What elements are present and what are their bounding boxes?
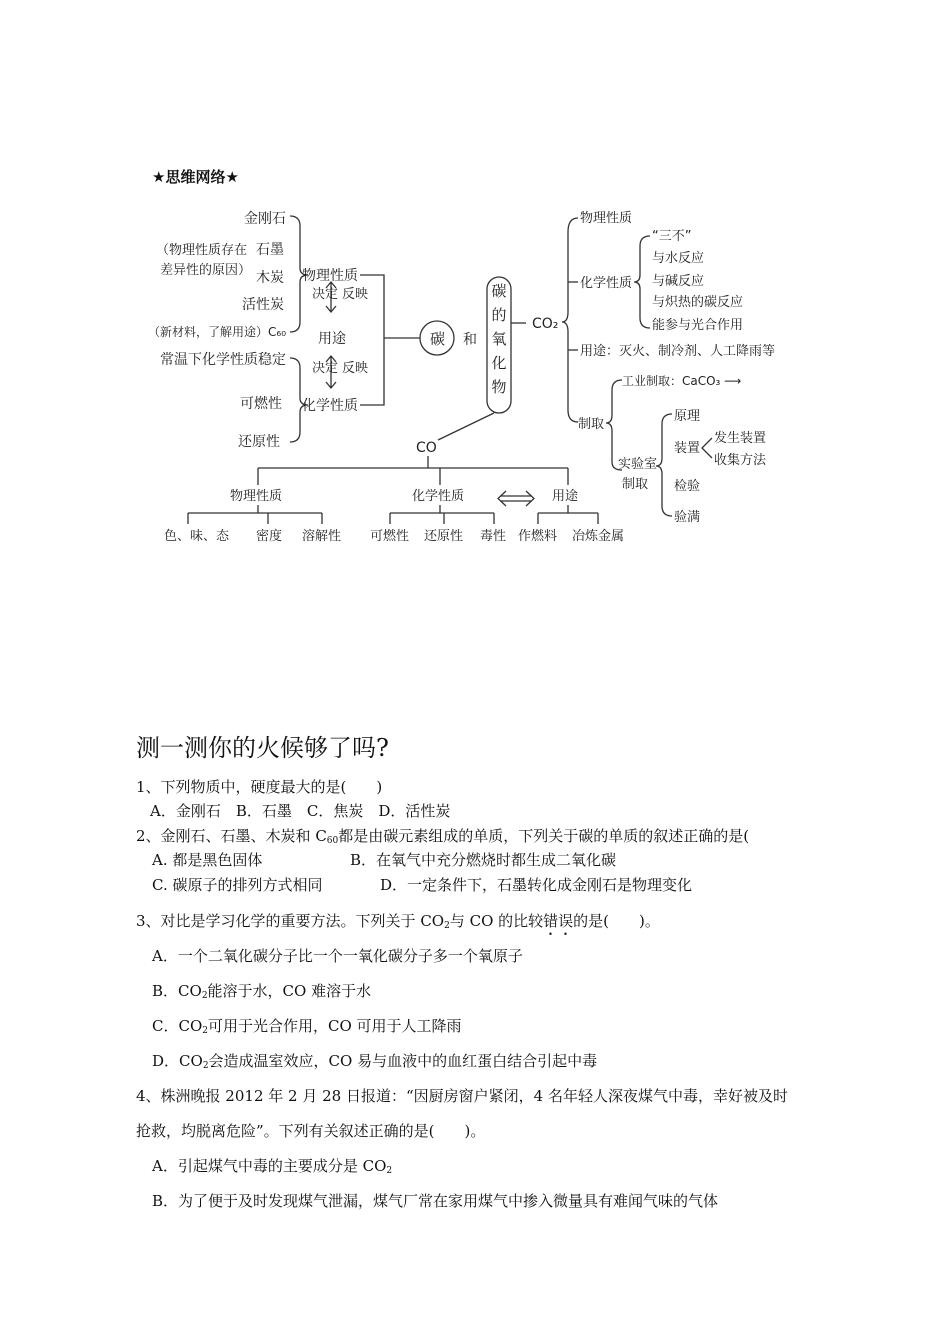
q3-stem-b: 与 CO 的比较 xyxy=(449,912,544,930)
co2-physical-properties: 物理性质 xyxy=(580,211,633,226)
co-use-item-1: 作燃料 xyxy=(518,529,558,544)
carbon-mind-map xyxy=(0,0,950,560)
q3-sub: 2 xyxy=(444,921,450,931)
mindmap-title: ★思维网络★ xyxy=(152,168,239,186)
co-chem-item-2: 还原性 xyxy=(424,529,464,544)
q2-option-a: A. 都是黑色固体 xyxy=(152,851,263,869)
co-phys-item-2: 密度 xyxy=(256,529,283,544)
q3-option-c-post: 可用于光合作用，CO 可用于人工降雨 xyxy=(208,1017,462,1035)
label-reducing: 还原性 xyxy=(238,434,280,450)
co2-chem-item-1: “三不” xyxy=(652,229,692,244)
q3-stem xyxy=(136,910,660,939)
q1-stem: 1、下列物质中，硬度最大的是( ) xyxy=(136,778,383,796)
label-note1-line1: （物理性质存在 xyxy=(156,243,248,258)
q3-option-b-sub: 2 xyxy=(201,991,208,1001)
q2-stem-sub: 60 xyxy=(326,836,339,846)
co2-chem-item-2: 与水反应 xyxy=(652,251,705,266)
q3-option-b xyxy=(152,980,371,1001)
q2-stem-a: 2、金刚石、石墨、木炭和 C xyxy=(136,827,327,845)
q3-option-c-sub: 2 xyxy=(202,1026,208,1036)
label-combustible: 可燃性 xyxy=(240,396,282,412)
label-chemical-properties: 化学性质 xyxy=(302,398,358,414)
label-graphite: 石墨 xyxy=(256,242,284,258)
label-carbon: 碳 xyxy=(430,330,446,348)
q1-options: A．金刚石 B．石墨 C．焦炭 D．活性炭 xyxy=(150,802,451,820)
q3-option-b-pre: B．CO xyxy=(152,982,202,1000)
co-use: 用途 xyxy=(552,489,579,504)
label-reflects-1: 反映 xyxy=(342,287,369,302)
q3-stem-emphasis: 错误 xyxy=(543,912,574,930)
label-determines-2: 决定 xyxy=(312,361,339,376)
co2-full-check: 验满 xyxy=(674,510,701,525)
co2-principle: 原理 xyxy=(674,409,701,424)
label-physical-properties: 物理性质 xyxy=(302,268,358,284)
oxides-char: 化 xyxy=(491,354,507,372)
co2-chemical-properties: 化学性质 xyxy=(580,276,633,291)
label-reflects-2: 反映 xyxy=(342,361,369,376)
co2-chem-item-4: 与炽热的碳反应 xyxy=(652,295,744,310)
co-chem-item-1: 可燃性 xyxy=(370,529,410,544)
co2-industrial: 工业制取：CaCO₃ ⟶ xyxy=(622,374,742,388)
q3-stem-a: 3、对比是学习化学的重要方法。下列关于 CO xyxy=(136,912,445,930)
label-diamond: 金刚石 xyxy=(244,211,286,227)
label-co: CO xyxy=(416,440,437,456)
q4-option-a-sub: 2 xyxy=(386,1166,393,1176)
q2-option-b: B．在氧气中充分燃烧时都生成二氧化碳 xyxy=(350,851,617,869)
co2-lab-1: 实验室 xyxy=(618,457,658,472)
q3-option-d-sub: 2 xyxy=(202,1061,209,1071)
label-and: 和 xyxy=(463,332,477,348)
co-phys-item-3: 溶解性 xyxy=(302,529,342,544)
label-determines-1: 决定 xyxy=(312,287,339,302)
co-chemical-properties: 化学性质 xyxy=(412,489,465,504)
q3-option-c xyxy=(152,1015,462,1036)
label-co2: CO₂ xyxy=(532,316,559,332)
co2-generator: 发生装置 xyxy=(714,431,767,446)
co-physical-properties: 物理性质 xyxy=(230,489,283,504)
oxides-char: 的 xyxy=(491,306,507,324)
q3-option-d-post: 会造成温室效应，CO 易与血液中的血红蛋白结合引起中毒 xyxy=(208,1052,598,1070)
q4-option-a xyxy=(152,1155,392,1176)
q3-option-d xyxy=(152,1050,597,1071)
label-use: 用途 xyxy=(318,331,346,347)
co2-uses: 用途：灭火、制冷剂、人工降雨等 xyxy=(580,344,776,359)
co2-collection: 收集方法 xyxy=(714,453,767,468)
co2-chem-item-5: 能参与光合作用 xyxy=(652,318,744,333)
q2-option-d: D．一定条件下，石墨转化成金刚石是物理变化 xyxy=(380,876,693,894)
oxides-char: 物 xyxy=(491,378,507,396)
label-activated-carbon: 活性炭 xyxy=(242,297,284,313)
co-use-item-2: 冶炼金属 xyxy=(572,529,625,544)
q4-line-1: 4、株洲晚报 2012 年 2 月 28 日报道：“因厨房窗户紧闭，4 名年轻人深夜煤气中毒，幸好被及时 xyxy=(136,1087,788,1105)
q3-stem-c: 的是( )。 xyxy=(573,912,660,930)
q2-option-c: C. 碳原子的排列方式相同 xyxy=(152,876,323,894)
co2-lab-2: 制取 xyxy=(622,477,649,492)
label-charcoal: 木炭 xyxy=(256,270,284,286)
label-note1-line2: 差异性的原因） xyxy=(160,263,252,278)
co-chem-item-3: 毒性 xyxy=(480,529,507,544)
q3-option-a: A．一个二氧化碳分子比一个一氧化碳分子多一个氧原子 xyxy=(152,947,523,965)
q2-stem xyxy=(136,825,749,846)
q4-line-2: 抢救，均脱离危险”。下列有关叙述正确的是( )。 xyxy=(136,1122,486,1140)
co2-production: 制取 xyxy=(578,417,605,432)
label-carbon-oxides xyxy=(491,282,506,396)
q3-option-c-pre: C．CO xyxy=(152,1017,203,1035)
oxides-char: 碳 xyxy=(491,282,507,300)
co2-test: 检验 xyxy=(674,479,701,494)
q3-option-b-post: 能溶于水，CO 难溶于水 xyxy=(207,982,372,1000)
q4-option-b: B．为了便于及时发现煤气泄漏，煤气厂常在家用煤气中掺入微量具有难闻气味的气体 xyxy=(152,1192,719,1210)
q4-option-a-text: A．引起煤气中毒的主要成分是 CO xyxy=(152,1157,387,1175)
q3-option-d-pre: D．CO xyxy=(152,1052,203,1070)
label-note2: （新材料，了解用途）C₆₀ xyxy=(148,325,287,339)
co2-apparatus: 装置 xyxy=(674,441,701,456)
q2-stem-b: 都是由碳元素组成的单质，下列关于碳的单质的叙述正确的是( xyxy=(338,827,750,845)
label-stable: 常温下化学性质稳定 xyxy=(160,352,286,368)
co2-chem-item-3: 与碱反应 xyxy=(652,274,705,289)
quiz-heading: 测一测你的火候够了吗? xyxy=(136,734,389,762)
co-phys-item-1: 色、味、态 xyxy=(164,529,230,544)
oxides-char: 氧 xyxy=(491,330,507,348)
